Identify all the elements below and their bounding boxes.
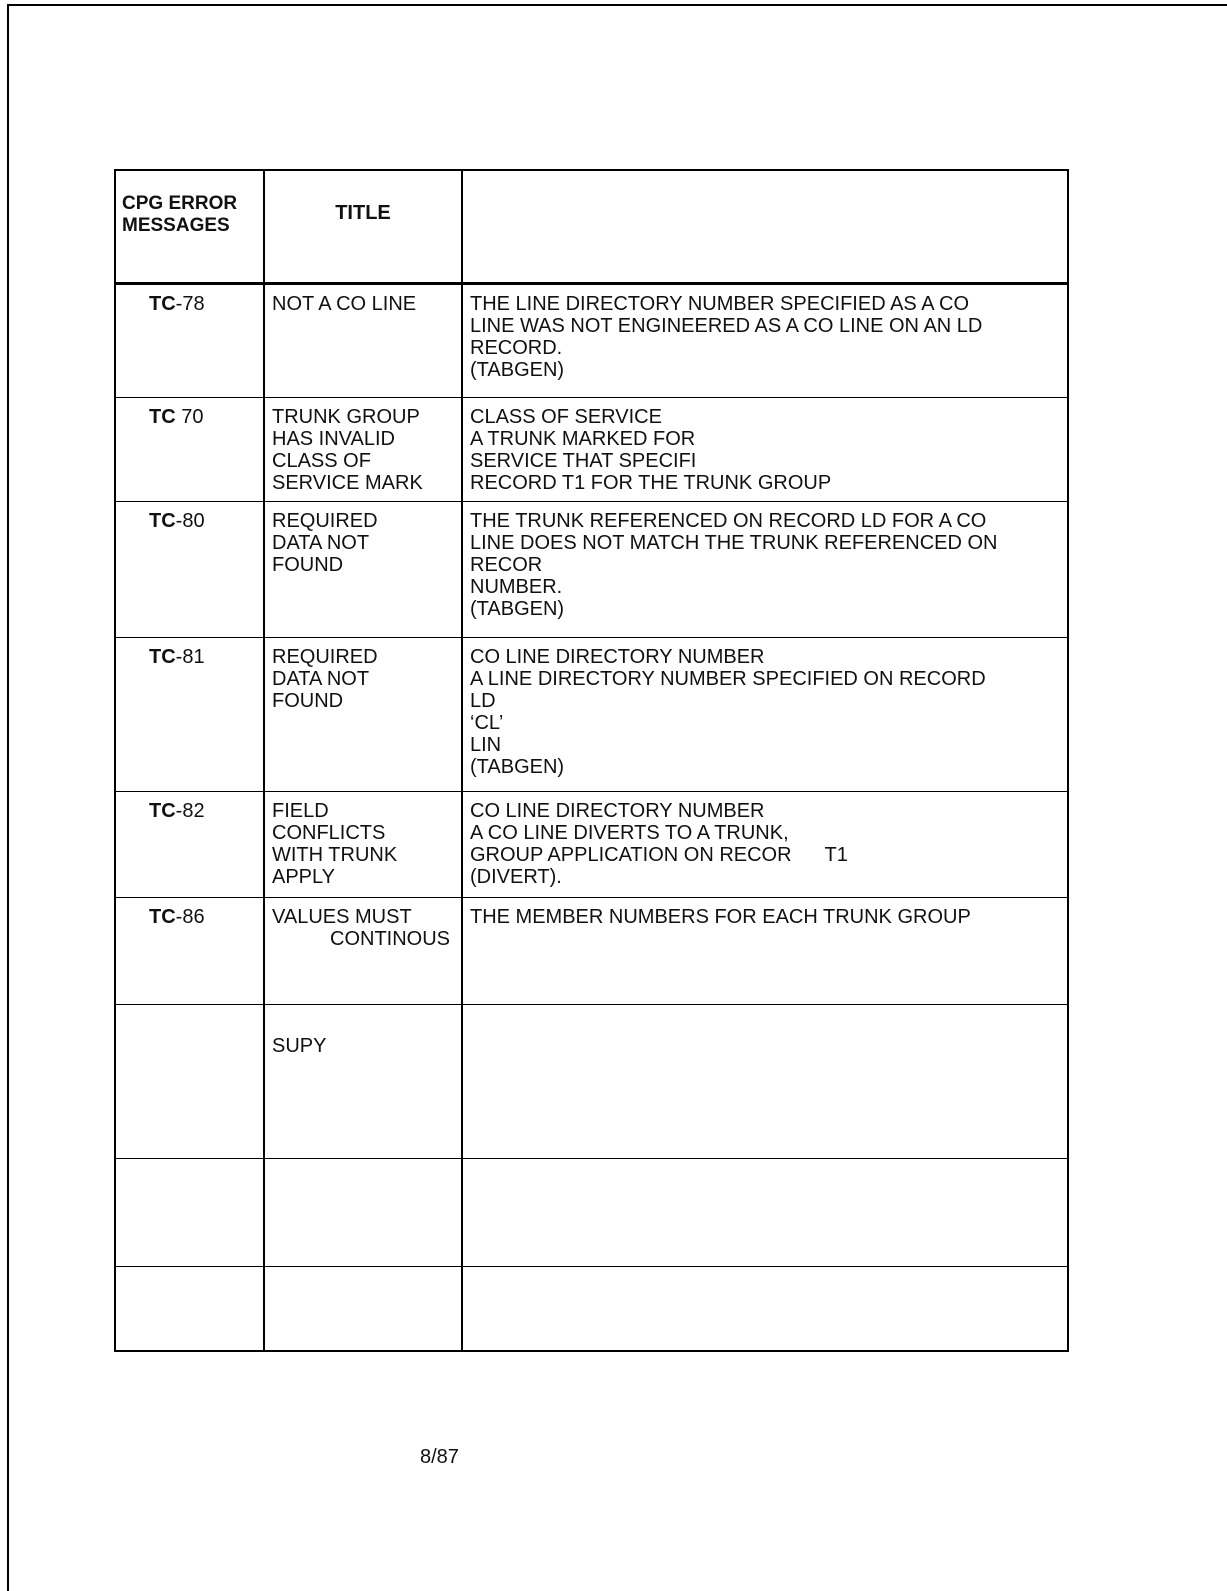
- desc-line: GROUP APPLICATION ON RECOR T1: [470, 844, 848, 866]
- desc-line: A CO LINE DIVERTS TO A TRUNK,: [470, 822, 789, 844]
- title-line: HAS INVALID: [272, 428, 395, 450]
- code-prefix: TC: [149, 406, 176, 428]
- page-footer-date: 8/87: [420, 1446, 459, 1468]
- row-title: [264, 398, 462, 502]
- title-line: FOUND: [272, 554, 344, 576]
- title-line: SUPY: [272, 1035, 327, 1057]
- desc-line: LD: [470, 690, 496, 712]
- code-prefix: TC: [149, 646, 176, 668]
- code-suffix: -81: [175, 646, 205, 668]
- row-description: [462, 398, 1068, 502]
- row-description: [462, 502, 1068, 638]
- desc-line: LINE WAS NOT ENGINEERED AS A CO LINE ON AN LD: [470, 315, 983, 337]
- row-description: [462, 1267, 1068, 1351]
- code-suffix: -86: [175, 906, 205, 928]
- row-description: [462, 284, 1068, 398]
- table-row: [115, 638, 1068, 792]
- table-row: [115, 502, 1068, 638]
- row-code: [115, 502, 264, 638]
- title-line: SERVICE MARK: [272, 472, 423, 494]
- desc-line: SERVICE THAT SPECIFI: [470, 450, 697, 472]
- desc-line: THE LINE DIRECTORY NUMBER SPECIFIED AS A CO: [470, 293, 970, 315]
- row-code: [115, 1005, 264, 1159]
- code-suffix: -78: [175, 293, 205, 315]
- row-code: [115, 1267, 264, 1351]
- desc-line: CO LINE DIRECTORY NUMBER: [470, 800, 765, 822]
- row-description: [462, 898, 1068, 1005]
- desc-line: (TABGEN): [470, 756, 565, 778]
- row-code: [115, 284, 264, 398]
- title-line: CLASS OF: [272, 450, 371, 472]
- row-description: [462, 638, 1068, 792]
- table-row: [115, 898, 1068, 1005]
- title-line: TRUNK GROUP: [272, 406, 420, 428]
- title-line: APPLY: [272, 866, 335, 888]
- header-title: TITLE: [264, 170, 462, 284]
- code-prefix: TC: [149, 800, 176, 822]
- desc-line: A LINE DIRECTORY NUMBER SPECIFIED ON RECORD: [470, 668, 986, 690]
- table-row-empty: [115, 1159, 1068, 1267]
- desc-line: CLASS OF SERVICE: [470, 406, 662, 428]
- header-code: [115, 170, 264, 284]
- code-prefix: TC: [149, 293, 176, 315]
- title-line: CONTINOUS: [330, 928, 450, 950]
- row-code: [115, 638, 264, 792]
- table-header-row: [115, 170, 1068, 284]
- header-code-line1: CPG ERROR: [122, 193, 238, 214]
- code-prefix: TC: [149, 510, 176, 532]
- row-title: [264, 1159, 462, 1267]
- desc-line: THE TRUNK REFERENCED ON RECORD LD FOR A CO: [470, 510, 987, 532]
- title-line: FIELD: [272, 800, 329, 822]
- header-code-line2: MESSAGES: [122, 215, 230, 236]
- desc-line: THE MEMBER NUMBERS FOR EACH TRUNK GROUP: [470, 906, 971, 928]
- desc-line: NUMBER.: [470, 576, 563, 598]
- desc-line: RECORD T1 FOR THE TRUNK GROUP: [470, 472, 832, 494]
- title-line: DATA NOT: [272, 668, 370, 690]
- title-line: VALUES MUST: [272, 906, 412, 928]
- title-line: FOUND: [272, 690, 344, 712]
- row-title: [264, 284, 462, 398]
- code-prefix: TC: [149, 906, 176, 928]
- page-border-left: [7, 4, 9, 1591]
- desc-line: LINE DOES NOT MATCH THE TRUNK REFERENCED ON: [470, 532, 998, 554]
- row-description: [462, 1005, 1068, 1159]
- title-line: REQUIRED: [272, 646, 378, 668]
- code-suffix: -80: [175, 510, 205, 532]
- code-suffix: -82: [175, 800, 205, 822]
- desc-line: (TABGEN): [470, 598, 565, 620]
- desc-line: LIN: [470, 734, 502, 756]
- row-code: [115, 1159, 264, 1267]
- row-title: [264, 898, 462, 1005]
- table-row: [115, 1005, 1068, 1159]
- title-line: NOT A CO LINE: [272, 293, 417, 315]
- error-messages-table: [114, 169, 1069, 1352]
- row-description: [462, 792, 1068, 898]
- table-row: [115, 398, 1068, 502]
- page-border-top: [8, 4, 1227, 6]
- desc-line: ‘CL’: [470, 712, 504, 734]
- header-description: [462, 170, 1068, 284]
- row-title: [264, 1267, 462, 1351]
- desc-line: (TABGEN): [470, 359, 565, 381]
- table-row: [115, 284, 1068, 398]
- row-code: [115, 398, 264, 502]
- row-title: [264, 792, 462, 898]
- code-suffix: 70: [175, 406, 204, 428]
- title-line: CONFLICTS: [272, 822, 386, 844]
- desc-line: RECORD.: [470, 337, 563, 359]
- title-line: DATA NOT: [272, 532, 370, 554]
- table-row: [115, 792, 1068, 898]
- desc-line: CO LINE DIRECTORY NUMBER: [470, 646, 765, 668]
- row-title: [264, 638, 462, 792]
- desc-line: RECOR: [470, 554, 543, 576]
- desc-line: A TRUNK MARKED FOR: [470, 428, 696, 450]
- row-description: [462, 1159, 1068, 1267]
- row-title: [264, 502, 462, 638]
- desc-line: (DIVERT).: [470, 866, 562, 888]
- title-line: WITH TRUNK: [272, 844, 398, 866]
- title-line: REQUIRED: [272, 510, 378, 532]
- row-code: [115, 792, 264, 898]
- row-code: [115, 898, 264, 1005]
- row-title: [264, 1005, 462, 1159]
- table-row-empty: [115, 1267, 1068, 1351]
